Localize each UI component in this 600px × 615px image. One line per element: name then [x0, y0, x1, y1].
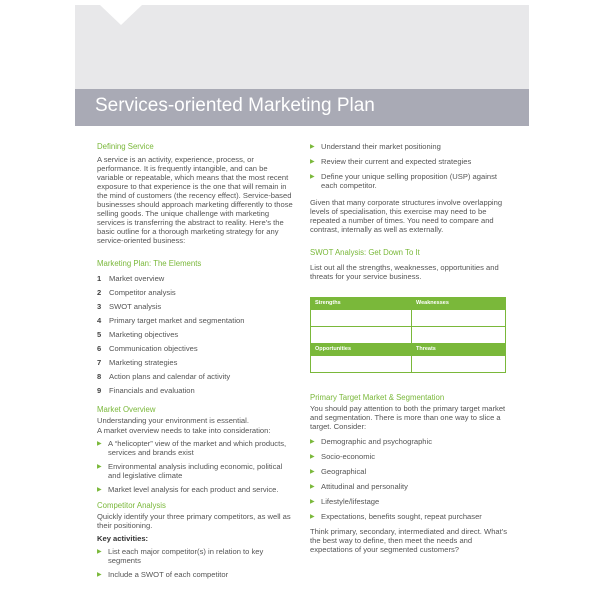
arrow-bullet-icon: ▶: [97, 441, 102, 447]
list-item-text: Review their current and expected strategies: [321, 157, 472, 166]
list-item: [97, 302, 293, 311]
repeat-paragraph: Given that many corporate structures involve overlapping levels of specialisation, this exercise may need to be repeated a number of times. You need to compare and contrast, internally as well as externally.: [310, 198, 503, 234]
swot-cell: [311, 310, 412, 327]
list-item-text: Marketing objectives: [109, 330, 179, 339]
target-text: You should pay attention to both the primary target market and segmentation. There is more than one way to slice a target. Consider:: [310, 404, 506, 431]
list-item-text: Market level analysis for each product and service.: [108, 485, 279, 494]
arrow-bullet-icon: ▶: [310, 144, 315, 150]
list-item-text: Environmental analysis including economic, political and legislative climate: [108, 462, 283, 480]
header-notch: [100, 5, 142, 25]
overview-text-2: A market overview needs to take into consideration:: [97, 426, 271, 435]
list-item: [97, 462, 293, 480]
arrow-bullet-icon: ▶: [310, 499, 315, 505]
title-bar: [75, 89, 529, 126]
header-band: [75, 5, 529, 89]
section-heading-competitor: Competitor Analysis: [97, 501, 166, 510]
swot-table: [310, 297, 506, 373]
swot-text: List out all the strengths, weaknesses, opportunities and threats for your service business.: [310, 263, 499, 281]
competitor-text: Quickly identify your three primary competitors, as well as their positioning.: [97, 512, 291, 530]
list-item-text: Demographic and psychographic: [321, 437, 433, 446]
list-item-text: SWOT analysis: [109, 302, 162, 311]
competitor-list-continued: [310, 142, 515, 190]
list-item-text: Market overview: [109, 274, 165, 283]
right-column: [310, 142, 515, 558]
list-item-number: 4: [97, 316, 102, 325]
arrow-bullet-icon: ▶: [310, 174, 315, 180]
list-item: [97, 439, 293, 457]
list-item-number: 5: [97, 330, 102, 339]
competitor-list: [97, 547, 293, 580]
arrow-bullet-icon: ▶: [97, 549, 102, 555]
section-heading-swot: SWOT Analysis: Get Down To It: [310, 248, 420, 257]
section-heading-elements: Marketing Plan: The Elements: [97, 259, 202, 268]
list-item-text: Understand their market positioning: [321, 142, 441, 151]
list-item: [310, 142, 515, 152]
list-item: [97, 316, 293, 325]
list-item: [310, 497, 515, 507]
overview-text-1: Understanding your environment is essential.: [97, 416, 249, 425]
list-item-text: Communication objectives: [109, 344, 198, 353]
list-item: [97, 274, 293, 283]
target-list: [310, 437, 515, 522]
arrow-bullet-icon: ▶: [97, 464, 102, 470]
list-item: [97, 372, 293, 381]
list-item: [97, 358, 293, 367]
swot-cell: [412, 356, 506, 373]
arrow-bullet-icon: ▶: [97, 572, 102, 578]
arrow-bullet-icon: ▶: [97, 487, 102, 493]
list-item-text: Financials and evaluation: [109, 386, 195, 395]
list-item-text: Define your unique selling proposition (USP) against each competitor.: [321, 172, 498, 190]
list-item: [97, 330, 293, 339]
list-item-text: Competitor analysis: [109, 288, 176, 297]
list-item-number: 6: [97, 344, 102, 353]
list-item-text: Socio-economic: [321, 452, 376, 461]
key-activities-label: Key activities:: [97, 534, 149, 543]
list-item-text: Geographical: [321, 467, 367, 476]
list-item-text: Marketing strategies: [109, 358, 178, 367]
left-column: [97, 142, 293, 586]
list-item: [310, 512, 515, 522]
list-item: [310, 452, 515, 462]
list-item: [310, 467, 515, 477]
list-item: [97, 570, 293, 580]
swot-cell: [311, 356, 412, 373]
list-item: [310, 172, 515, 190]
list-item-text: Action plans and calendar of activity: [109, 372, 231, 381]
defining-text: A service is an activity, experience, process, or performance. It is frequently intangible, and can be variable or repeatable, which means that the most recent exposure to that experience is the one that will remain in the mind of customers (the recency effect). Service-based businesses should approach marketing differently to those selling goods. The unique challenge with marketing services is transferring the abstract to reality. Here’s the basic outline for a thorough marketing strategy for any service-oriented business:: [97, 155, 293, 245]
closing-text: Think primary, secondary, intermediated and direct. What’s the best way to define, then meet the needs and expectations of your segmented customers?: [310, 527, 508, 554]
swot-strengths-header: Strengths: [311, 298, 412, 310]
arrow-bullet-icon: ▶: [310, 484, 315, 490]
elements-list: [97, 274, 293, 395]
arrow-bullet-icon: ▶: [310, 439, 315, 445]
swot-threats-header: Threats: [412, 344, 506, 356]
list-item: [97, 344, 293, 353]
list-item-text: List each major competitor(s) in relation to key segments: [108, 547, 264, 565]
list-item: [97, 288, 293, 297]
list-item-text: Primary target market and segmentation: [109, 316, 245, 325]
list-item-text: A “helicopter” view of the market and which products, services and brands exist: [108, 439, 287, 457]
list-item: [97, 386, 293, 395]
list-item: [97, 547, 293, 565]
arrow-bullet-icon: ▶: [310, 469, 315, 475]
swot-cell: [412, 310, 506, 327]
page-title: Services-oriented Marketing Plan: [95, 95, 375, 116]
list-item-number: 9: [97, 386, 102, 395]
list-item-number: 3: [97, 302, 102, 311]
list-item-number: 7: [97, 358, 102, 367]
arrow-bullet-icon: ▶: [310, 514, 315, 520]
list-item: [97, 485, 293, 495]
arrow-bullet-icon: ▶: [310, 159, 315, 165]
list-item: [310, 482, 515, 492]
list-item-text: Include a SWOT of each competitor: [108, 570, 229, 579]
section-heading-overview: Market Overview: [97, 405, 156, 414]
list-item-number: 8: [97, 372, 102, 381]
swot-opportunities-header: Opportunities: [311, 344, 412, 356]
list-item-text: Attitudinal and personality: [321, 482, 408, 491]
list-item: [310, 157, 515, 167]
swot-cell: [412, 327, 506, 344]
section-heading-target: Primary Target Market & Segmentation: [310, 393, 445, 402]
list-item-text: Expectations, benefits sought, repeat purchaser: [321, 512, 482, 521]
swot-weaknesses-header: Weaknesses: [412, 298, 506, 310]
swot-cell: [311, 327, 412, 344]
arrow-bullet-icon: ▶: [310, 454, 315, 460]
list-item-text: Lifestyle/lifestage: [321, 497, 380, 506]
list-item: [310, 437, 515, 447]
list-item-number: 1: [97, 274, 102, 283]
list-item-number: 2: [97, 288, 102, 297]
overview-list: [97, 439, 293, 495]
section-heading-defining: Defining Service: [97, 142, 154, 151]
